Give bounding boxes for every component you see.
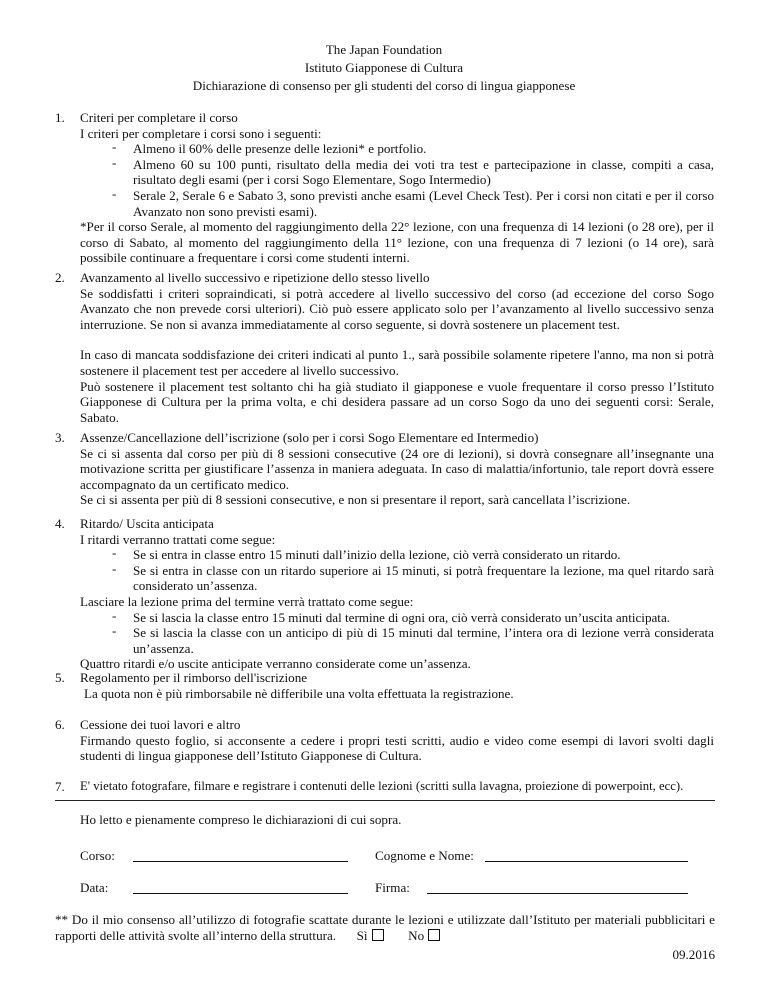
section-number: 2.	[55, 270, 65, 285]
paragraph: I ritardi verranno trattati come segue:	[80, 531, 276, 547]
section-number: 4.	[55, 516, 65, 531]
paragraph: Se soddisfatti i criteri sopraindicati, si potrà accedere al livello successivo del corso (ad eccezione del corso Sogo Avanzato che non prevede corsi ulteriori). Ciò può essere applicato solo per l’avanzamento al livello successivo senza interruzione. Se non si avanza immediatamente al corso seguente, si dovrà sostenere un placement test.	[80, 285, 714, 332]
document-header	[0, 41, 768, 95]
paragraph: Quattro ritardi e/o uscite anticipate verranno considerate come un’assenza.	[80, 656, 471, 672]
bullet-dash: -	[112, 607, 117, 623]
firma-label: Firma:	[375, 880, 410, 895]
section-title: Assenze/Cancellazione dell’iscrizione (solo per i corsi Sogo Elementare ed Intermedio)	[80, 430, 539, 445]
section-title: Regolamento per il rimborso dell'iscrizione	[80, 670, 308, 685]
section-number: 7.	[55, 779, 65, 794]
paragraph: Lasciare la lezione prima del termine verrà trattato come segue:	[80, 593, 414, 609]
section-title: Criteri per completare il corso	[80, 110, 238, 125]
bullet-dash: -	[112, 545, 117, 561]
paragraph: Se ci si assenta dal corso per più di 8 sessioni consecutive (24 ore di lezioni), si dovrà consegnare all’insegnante una motivazione scritta per giustificare l’assenza in maniera adeguata. In caso di malattia/infortunio, tale report dovrà essere accompagnato da un certificato medico.	[80, 445, 714, 492]
header-organization: The Japan Foundation	[325, 42, 443, 57]
header-document-title: Dichiarazione di consenso per gli studenti del corso di lingua giapponese	[192, 78, 576, 93]
paragraph: Se ci si assenta per più di 8 sessioni consecutive, e non si presentare il report, sarà cancellata l’iscrizione.	[80, 492, 631, 508]
section-number: 6.	[55, 717, 65, 732]
paragraph: I criteri per completare i corsi sono i seguenti:	[80, 125, 322, 141]
section-title: Ritardo/ Uscita anticipata	[80, 516, 214, 531]
bullet-dash: -	[112, 139, 117, 155]
section-title: Avanzamento al livello successivo e ripetizione dello stesso livello	[80, 270, 430, 285]
data-label: Data:	[80, 880, 109, 895]
cognome-field[interactable]	[485, 861, 688, 862]
bullet-item: - Se si lascia la classe entro 15 minuti dal termine di ogni ora, ciò verrà considerato un’uscita anticipata.	[112, 607, 671, 625]
consent-yes-label: Sì	[356, 927, 368, 943]
data-field[interactable]	[133, 893, 348, 894]
document-date: 09.2016	[672, 947, 715, 962]
consent-yes-checkbox[interactable]	[372, 929, 384, 941]
bullet-dash: -	[112, 623, 117, 639]
bullet-dash: -	[112, 560, 117, 576]
bullet-item: - Se si entra in classe entro 15 minuti dall’inizio della lezione, ciò verrà considerato un ritardo.	[112, 545, 621, 563]
paragraph: Può sostenere il placement test soltanto chi ha già studiato il giapponese e vuole frequentare il corso presso l’Istituto Giapponese di Cultura per la prima volta, e chi desidera passare ad un corso Sogo da uno dei seguenti corsi: Serale, Sabato.	[80, 378, 714, 425]
form-statement: Ho letto e pienamente compreso le dichiarazioni di cui sopra.	[80, 812, 402, 827]
bullet-dash: -	[112, 154, 117, 170]
bullet-item: - Almeno il 60% delle presenze delle lezioni* e portfolio.	[112, 139, 427, 157]
firma-field[interactable]	[427, 893, 688, 894]
bullet-item: - Se si entra in classe con un ritardo superiore ai 15 minuti, si potrà frequentare la lezione, ma quel ritardo sarà considerato un’assenza.	[112, 560, 714, 594]
paragraph: Firmando questo foglio, si acconsente a cedere i propri testi scritti, audio e video come esempi di lavori svolti dagli studenti di lingua giapponese dell’Istituto Giapponese di Cultura.	[80, 732, 714, 764]
header-institute: Istituto Giapponese di Cultura	[304, 60, 464, 75]
bullet-dash: -	[112, 185, 117, 201]
consent-block	[55, 912, 715, 943]
divider	[55, 800, 715, 801]
section-number: 3.	[55, 430, 65, 445]
corso-label: Corso:	[80, 848, 115, 863]
bullet-item: - Almeno 60 su 100 punti, risultato della media dei voti tra test e partecipazione in classe, compiti a casa, risultato degli esami (per i corsi Sogo Elementare, Sogo Intermedio)	[112, 154, 714, 188]
footnote: *Per il corso Serale, al momento del raggiungimento della 22° lezione, con una frequenza di 14 lezioni (o 28 ore), per il corso di Sabato, al momento del raggiungimento della 11° lezione, con una frequenza di 7 lezioni (o 14 ore), sarà possibile continuare a frequentare i corsi come studenti interni.	[80, 219, 714, 266]
cognome-label: Cognome e Nome:	[375, 848, 474, 863]
consent-no-checkbox[interactable]	[428, 929, 440, 941]
bullet-item: - Serale 2, Serale 6 e Sabato 3, sono previsti anche esami (Level Check Test). Per i corsi non citati e per il corso Avanzato non sono previsti esami).	[112, 185, 714, 219]
paragraph: In caso di mancata soddisfazione dei criteri indicati al punto 1., sarà possibile solamente ripetere l'anno, ma non si potrà sostenere il placement test per accedere al livello successivo.	[80, 347, 714, 378]
section-title: E' vietato fotografare, filmare e registrare i contenuti delle lezioni (scritti sulla lavagna, proiezione di powerpoint, ecc).	[80, 779, 684, 793]
paragraph: La quota non è più rimborsabile nè differibile una volta effettuata la registrazione.	[84, 685, 514, 701]
section-title: Cessione dei tuoi lavori e altro	[80, 717, 241, 732]
section-number: 5.	[55, 670, 65, 685]
bullet-item: - Se si lascia la classe con un anticipo di più di 15 minuti dal termine, l’intera ora di lezione verrà considerata un’assenza.	[112, 623, 714, 656]
consent-no-label: No	[408, 927, 425, 943]
consent-text: ** Do il mio consenso all’utilizzo di fotografie scattate durante le lezioni e utilizzate dall’Istituto per materiali pubblicitari e rapporti delle attività svolte all’interno della struttura.	[55, 912, 715, 943]
corso-field[interactable]	[133, 861, 348, 862]
section-number: 1.	[55, 110, 65, 125]
